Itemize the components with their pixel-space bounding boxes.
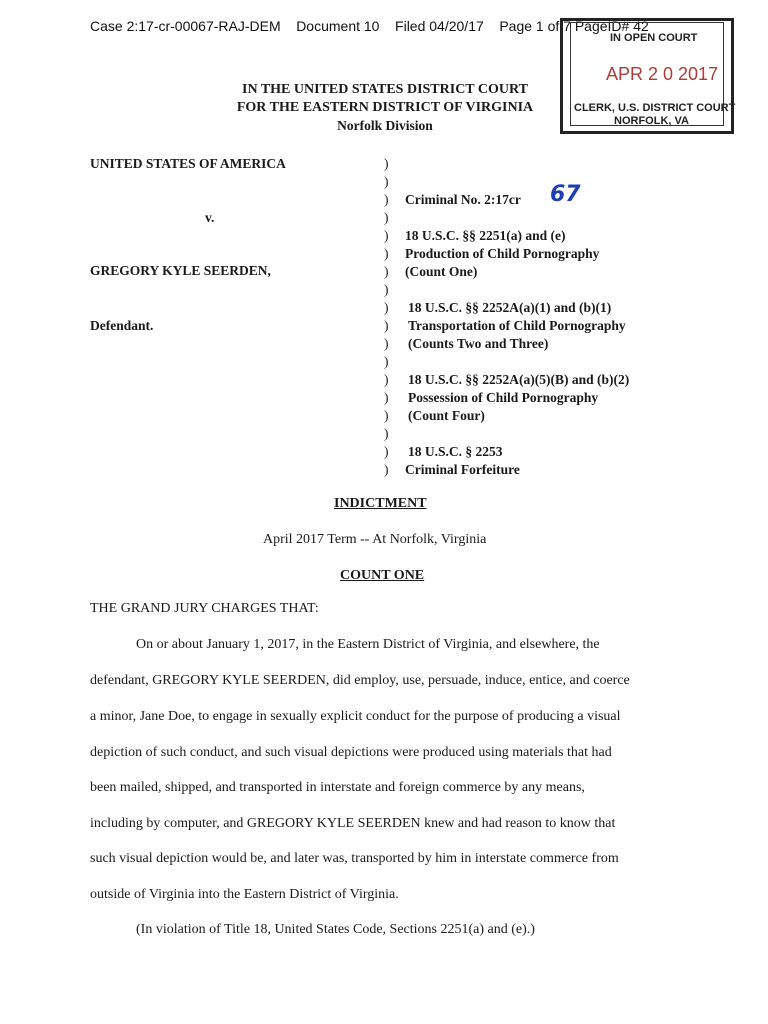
statute-count-four: 18 U.S.C. §§ 2252A(a)(5)(B) and (b)(2) [408,372,630,387]
count-one-label: (Count One) [405,264,478,279]
paragraph-line: including by computer, and GREGORY KYLE SEERDEN knew and had reason to know that [90,816,616,831]
paren: ) [384,246,389,261]
paren: ) [384,300,389,315]
paren: ) [384,264,389,279]
paragraph-line: a minor, Jane Doe, to engage in sexually explicit conduct for the purpose of producing a visual [90,709,621,724]
paren: ) [384,354,389,369]
statute-count-one: 18 U.S.C. §§ 2251(a) and (e) [405,228,566,243]
grand-jury-charges: THE GRAND JURY CHARGES THAT: [90,601,319,616]
paren: ) [384,408,389,423]
paragraph-line: defendant, GREGORY KYLE SEERDEN, did employ, use, persuade, induce, entice, and coerce [90,673,630,688]
paren: ) [384,156,389,171]
paren: ) [384,210,389,225]
offense-counts-two-three: Transportation of Child Pornography [408,318,626,333]
paren: ) [384,192,389,207]
statute-forfeiture: 18 U.S.C. § 2253 [408,444,503,459]
count-one-title: COUNT ONE [340,568,425,583]
stamp-in-open-court: IN OPEN COURT [610,32,698,44]
versus: v. [205,210,215,225]
paren: ) [384,390,389,405]
offense-count-one: Production of Child Pornography [405,246,600,261]
filed-date: Filed 04/20/17 [395,18,484,34]
paragraph-line: depiction of such conduct, and such visual depictions were produced using materials that had [90,745,612,760]
count-four-label: (Count Four) [408,408,485,423]
court-name: IN THE UNITED STATES DISTRICT COURT [242,82,528,97]
violation-citation: (In violation of Title 18, United States Code, Sections 2251(a) and (e).) [136,922,535,937]
court-division: Norfolk Division [337,118,433,133]
stamp-location: NORFOLK, VA [614,115,689,127]
paren: ) [384,462,389,477]
offense-count-four: Possession of Child Pornography [408,390,599,405]
page-info: Page 1 of 7 PageID# 42 [499,18,649,34]
paren: ) [384,282,389,297]
paren: ) [384,426,389,441]
paragraph-line: been mailed, shipped, and transported in interstate and foreign commerce by any means, [90,780,585,795]
paragraph-line: such visual depiction would be, and later was, transported by him in interstate commerce from [90,851,619,866]
stamp-clerk: CLERK, U.S. DISTRICT COURT [574,102,736,114]
defendant-name: GREGORY KYLE SEERDEN, [90,263,271,278]
paren: ) [384,372,389,387]
forfeiture-label: Criminal Forfeiture [405,462,520,477]
term-line: April 2017 Term -- At Norfolk, Virginia [263,532,487,547]
statute-counts-two-three: 18 U.S.C. §§ 2252A(a)(1) and (b)(1) [408,300,612,315]
paragraph-line: On or about January 1, 2017, in the Eastern District of Virginia, and elsewhere, the [136,637,600,652]
defendant-label: Defendant. [90,318,154,333]
paren: ) [384,174,389,189]
stamp-date: APR 2 0 2017 [606,64,719,84]
counts-two-three-label: (Counts Two and Three) [408,336,549,351]
paren: ) [384,444,389,459]
paragraph-line: outside of Virginia into the Eastern District of Virginia. [90,887,399,902]
criminal-number-label: Criminal No. 2:17cr [405,192,521,207]
criminal-number-handwritten: 67 [550,182,581,207]
paren: ) [384,228,389,243]
paren: ) [384,318,389,333]
court-district: FOR THE EASTERN DISTRICT OF VIRGINIA [236,100,534,115]
plaintiff: UNITED STATES OF AMERICA [90,156,286,171]
paren: ) [384,336,389,351]
document-number: Document 10 [296,18,380,34]
indictment-title: INDICTMENT [334,496,427,511]
case-number: Case 2:17-cr-00067-RAJ-DEM [90,18,281,34]
